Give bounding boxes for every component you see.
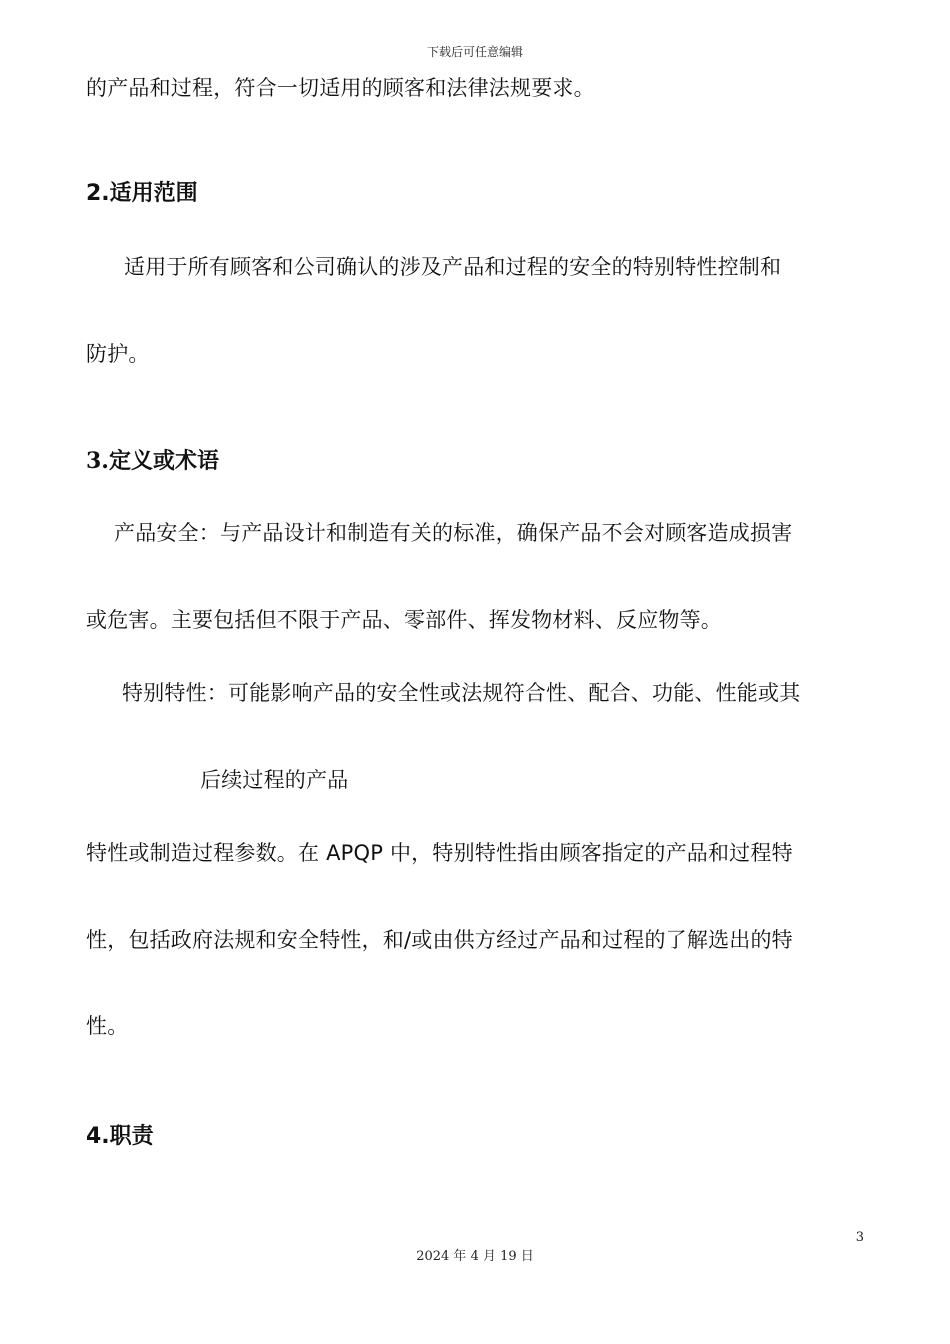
section-2-paragraph-line-1: 适用于所有顾客和公司确认的涉及产品和过程的安全的特别特性控制和: [124, 255, 782, 279]
section-2-heading: 2.适用范围: [86, 181, 198, 206]
section-3-heading: [86, 447, 219, 476]
header-note: 下载后可任意编辑: [426, 45, 523, 59]
definition-product-safety-line-2: 或危害。主要包括但不限于产品、零部件、挥发物材料、反应物等。: [86, 608, 722, 632]
definition-special-characteristics-line-2: 后续过程的产品: [200, 768, 349, 792]
definition-product-safety-line-1: 产品安全：与产品设计和制造有关的标准，确保产品不会对顾客造成损害: [114, 521, 793, 545]
intro-line: 的产品和过程，符合一切适用的顾客和法律法规要求。: [86, 76, 595, 100]
definition-special-characteristics-line-5: 性。: [86, 1014, 129, 1038]
footer-date: 2024 年 4 月 19 日: [416, 1249, 534, 1264]
page-number: 3: [855, 1230, 864, 1245]
section-3-heading-number: 3.: [86, 448, 109, 474]
definition-special-characteristics-line-1: 特别特性：可能影响产品的安全性或法规符合性、配合、功能、性能或其: [122, 681, 801, 705]
section-2-paragraph-line-2: 防护。: [86, 342, 150, 366]
definition-special-characteristics-line-4: 性，包括政府法规和安全特性，和/或由供方经过产品和过程的了解选出的特: [86, 928, 793, 952]
definition-special-characteristics-line-3: 特性或制造过程参数。在 APQP 中，特别特性指由顾客指定的产品和过程特: [86, 841, 793, 865]
section-3-heading-text: 定义或术语: [108, 449, 219, 474]
section-4-heading: 4.职责: [86, 1124, 154, 1149]
